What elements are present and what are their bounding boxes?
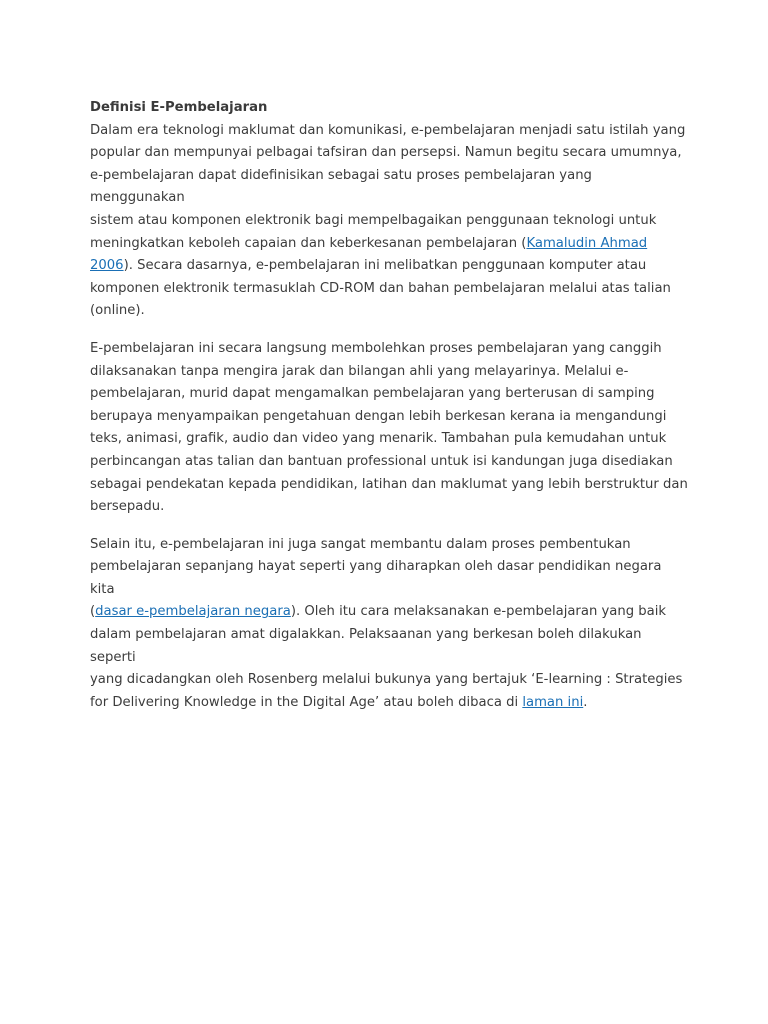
p1-line-5-text: meningkatkan keboleh capaian dan keberkesanan pembelajaran ( xyxy=(90,235,527,251)
p2-line-2: dilaksanakan tanpa mengira jarak dan bilangan ahli yang melayarinya. Melalui e- xyxy=(90,363,629,379)
p2-line-3: pembelajaran, murid dapat mengamalkan pembelajaran yang berterusan di samping xyxy=(90,386,655,402)
p2-line-6: perbincangan atas talian dan bantuan professional untuk isi kandungan juga disediakan xyxy=(90,453,673,469)
p2-line-5: teks, animasi, grafik, audio dan video yang menarik. Tambahan pula kemudahan untuk xyxy=(90,431,667,447)
paragraph-2 xyxy=(90,338,690,519)
paragraph-1 xyxy=(90,120,690,323)
kamaludin-ahmad-link[interactable]: Kamaludin Ahmad xyxy=(526,235,648,251)
p1-line-8: (online). xyxy=(90,303,145,319)
section-heading: Definisi E-Pembelajaran xyxy=(90,100,268,115)
p2-line-1: E-pembelajaran ini secara langsung membolehkan proses pembelajaran yang canggih xyxy=(90,340,662,356)
p3-line-5: yang dicadangkan oleh Rosenberg melalui bukunya yang bertajuk ‘E-learning : Strategies xyxy=(90,672,683,688)
p2-line-4: berupaya menyampaikan pengetahuan dengan lebih berkesan kerana ia mengandungi xyxy=(90,408,667,424)
p3-line-2: pembelajaran sepanjang hayat seperti yang diharapkan oleh dasar pendidikan negara kita xyxy=(90,559,662,597)
p3-line-4: dalam pembelajaran amat digalakkan. Pelaksaanan yang berkesan boleh dilakukan seperti xyxy=(90,627,642,665)
p3-line-3-text: ). Oleh itu cara melaksanakan e-pembelajaran yang baik xyxy=(290,604,667,620)
p1-line-3: e-pembelajaran dapat didefinisikan sebagai satu proses pembelajaran yang menggunakan xyxy=(90,167,592,206)
p3-line-3-open: ( xyxy=(90,604,96,620)
p1-line-4: sistem atau komponen elektronik bagi mempelbagaikan penggunaan teknologi untuk xyxy=(90,212,657,228)
p3-line-1: Selain itu, e-pembelajaran ini juga sangat membantu dalam proses pembentukan xyxy=(90,536,631,552)
p1-line-7: komponen elektronik termasuklah CD-ROM dan bahan pembelajaran melalui atas talian xyxy=(90,280,671,296)
p3-line-6-end: . xyxy=(583,694,588,710)
p1-line-1: Dalam era teknologi maklumat dan komunikasi, e-pembelajaran menjadi satu istilah yang xyxy=(90,122,686,138)
document-body xyxy=(90,97,690,729)
paragraph-3 xyxy=(90,534,690,715)
p3-line-6-text: for Delivering Knowledge in the Digital Age’ atau boleh dibaca di xyxy=(90,694,523,710)
p1-line-6-text: ). Secara dasarnya, e-pembelajaran ini melibatkan penggunaan komputer atau xyxy=(123,258,647,274)
dasar-e-pembelajaran-negara-link[interactable]: dasar e-pembelajaran negara xyxy=(95,604,291,620)
kamaludin-ahmad-2006-link[interactable]: 2006 xyxy=(90,258,124,274)
p1-line-2: popular dan mempunyai pelbagai tafsiran dan persepsi. Namun begitu secara umumnya, xyxy=(90,145,682,161)
p2-line-7: sebagai pendekatan kepada pendidikan, latihan dan maklumat yang lebih berstruktur dan xyxy=(90,476,688,492)
p2-line-8: bersepadu. xyxy=(90,499,165,515)
laman-ini-link[interactable]: laman ini xyxy=(522,694,584,710)
